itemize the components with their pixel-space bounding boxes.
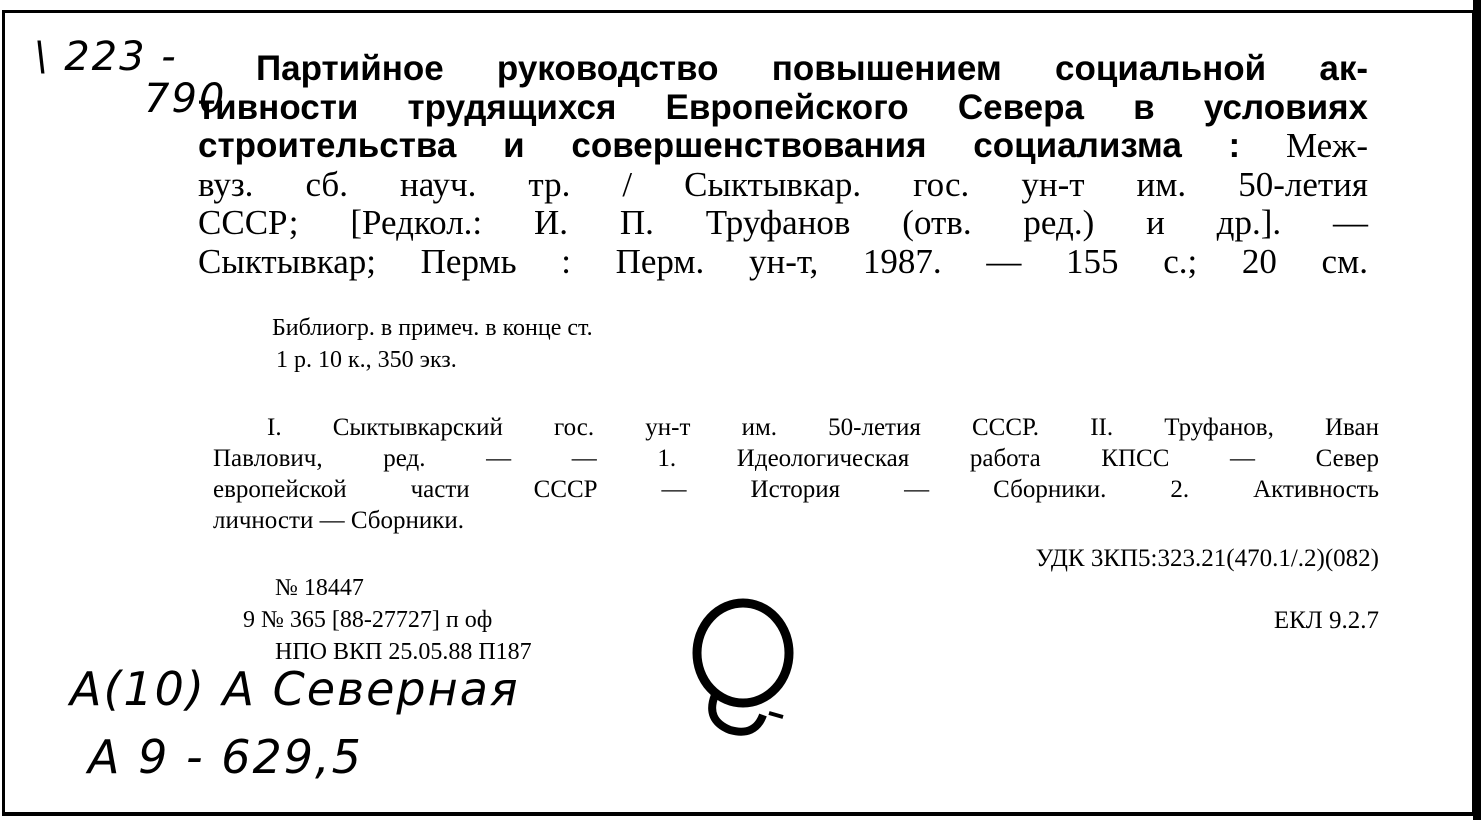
notes [272, 312, 593, 376]
title-line-3-text: строительства и совершенствования социализма : [198, 126, 1241, 165]
title-line-2: тивности трудящихся Европейского Севера в условиях [198, 87, 1368, 127]
title-line-4: вуз. сб. науч. тр. / Сыктывкар. гос. ун-т им. 50-летия [198, 164, 1368, 204]
title-line-1: Партийное руководство повышением социальной ак- [256, 49, 1368, 88]
card-hole-mark [685, 595, 805, 745]
card-edge [1473, 0, 1481, 820]
handwritten-location-note: A(10) A Северная [70, 662, 520, 716]
registration-info [243, 572, 532, 668]
title-line-3 [198, 127, 1368, 166]
price-note: 1 р. 10 к., 350 экз. [276, 347, 457, 373]
subject-line-1: I. Сыктывкарский гос. ун-т им. 50-летия СССР. II. Труфанов, Иван [267, 414, 1379, 441]
handwritten-call-number-bottom: 790 [144, 76, 227, 122]
handwritten-call-number-top: \ 223 - [34, 34, 178, 80]
subject-line-3: европейской части СССР — История — Сборники. 2. Активность [213, 476, 1379, 503]
handwritten-shelf-mark: A 9 - 629,5 [88, 730, 363, 784]
subject-line-2: Павлович, ред. — — 1. Идеологическая работа КПСС — Север [213, 445, 1379, 472]
bibliography-note: Библиогр. в примеч. в конце ст. [272, 315, 593, 341]
subject-line-4: личности — Сборники. [213, 507, 465, 534]
registration-number: № 18447 [275, 575, 364, 601]
title-line-6: Сыктывкар; Пермь : Перм. ун-т, 1987. — 155 с.; 20 см. [198, 241, 1368, 281]
subject-tracings [213, 412, 1379, 536]
udk-code: УДК 3КП5:323.21(470.1/.2)(082) [1035, 545, 1379, 572]
title-line-3-tail: Меж- [1285, 126, 1369, 165]
bibliographic-title [198, 50, 1368, 281]
order-number: 9 № 365 [88-27727] п оф [243, 607, 493, 633]
printer-info: НПО ВКП 25.05.88 П187 [275, 639, 532, 665]
ekl-code: ЕКЛ 9.2.7 [1273, 607, 1379, 634]
title-line-5: СССР; [Редкол.: И. П. Труфанов (отв. ред.) и др.]. — [198, 203, 1368, 242]
